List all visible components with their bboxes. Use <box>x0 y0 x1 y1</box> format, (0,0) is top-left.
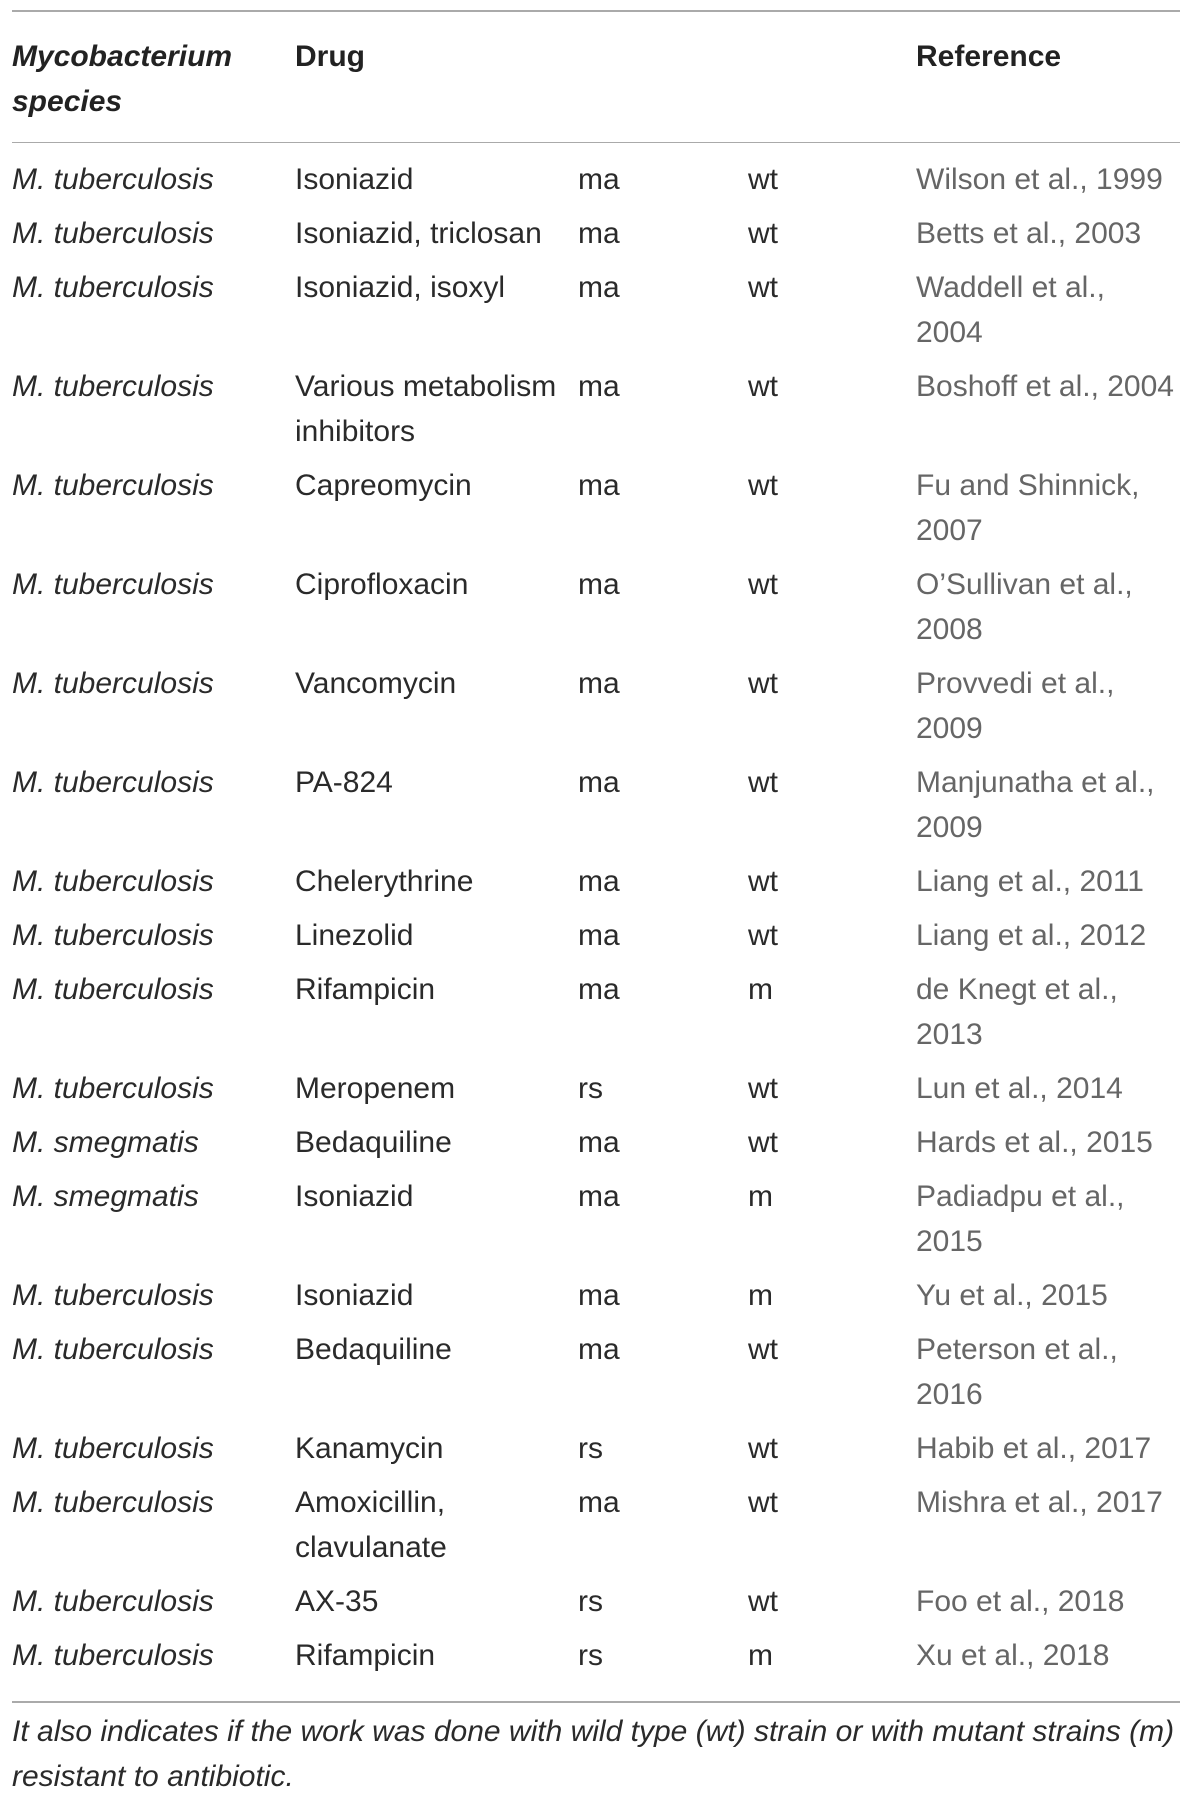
drug-cell: Meropenem <box>295 1072 456 1105</box>
reference-cell: Lun et al., 2014 <box>916 1072 1123 1105</box>
drug-cell: Vancomycin <box>295 667 457 700</box>
drug-cell: Isoniazid <box>295 163 414 196</box>
species-cell: M. tuberculosis <box>12 1432 214 1465</box>
method-cell: rs <box>578 1072 603 1105</box>
method-cell: ma <box>578 1180 620 1213</box>
method-cell: ma <box>578 370 620 403</box>
species-cell: M. tuberculosis <box>12 865 214 898</box>
strain-cell: wt <box>748 469 778 502</box>
strain-cell: m <box>748 1180 773 1213</box>
table-header-row <box>12 34 1180 124</box>
header-divider-rule <box>12 142 1180 144</box>
drug-cell: AX-35 <box>295 1585 379 1618</box>
species-cell: M. smegmatis <box>12 1126 199 1159</box>
drug-cell: Isoniazid, triclosan <box>295 217 542 250</box>
species-cell: M. tuberculosis <box>12 1072 214 1105</box>
species-cell: M. tuberculosis <box>12 1333 214 1366</box>
drug-cell: Bedaquiline <box>295 1333 452 1366</box>
drug-cell: PA-824 <box>295 766 393 799</box>
table-row <box>12 1426 1180 1480</box>
table-row <box>12 859 1180 913</box>
reference-cell: de Knegt et al., 2013 <box>916 973 1118 1051</box>
reference-cell: Xu et al., 2018 <box>916 1639 1110 1672</box>
method-cell: ma <box>578 271 620 304</box>
reference-cell: Manjunatha et al., 2009 <box>916 766 1155 844</box>
species-cell: M. tuberculosis <box>12 568 214 601</box>
strain-cell: m <box>748 1639 773 1672</box>
drug-cell: Isoniazid <box>295 1279 414 1312</box>
table-row <box>12 760 1180 859</box>
table-row <box>12 1066 1180 1120</box>
reference-cell: Betts et al., 2003 <box>916 217 1142 250</box>
reference-cell: Liang et al., 2011 <box>916 865 1144 898</box>
drug-cell: Bedaquiline <box>295 1126 452 1159</box>
species-cell: M. tuberculosis <box>12 469 214 502</box>
method-cell: ma <box>578 973 620 1006</box>
strain-cell: wt <box>748 1432 778 1465</box>
drug-cell: Amoxicillin, clavulanate <box>295 1486 447 1564</box>
table-row <box>12 211 1180 265</box>
table-row <box>12 1174 1180 1273</box>
species-cell: M. tuberculosis <box>12 1585 214 1618</box>
reference-cell: Wilson et al., 1999 <box>916 163 1163 196</box>
strain-cell: wt <box>748 568 778 601</box>
strain-cell: wt <box>748 163 778 196</box>
species-cell: M. tuberculosis <box>12 370 214 403</box>
reference-cell: Habib et al., 2017 <box>916 1432 1152 1465</box>
method-cell: rs <box>578 1639 603 1672</box>
table-row <box>12 1120 1180 1174</box>
method-cell: ma <box>578 667 620 700</box>
method-cell: ma <box>578 568 620 601</box>
strain-cell: wt <box>748 919 778 952</box>
table-top-rule <box>12 10 1180 12</box>
strain-cell: wt <box>748 667 778 700</box>
drug-cell: Various metabolism inhibitors <box>295 370 557 448</box>
header-drug: Drug <box>295 39 365 73</box>
method-cell: ma <box>578 1486 620 1519</box>
reference-cell: Hards et al., 2015 <box>916 1126 1153 1159</box>
header-reference: Reference <box>916 39 1062 73</box>
species-cell: M. tuberculosis <box>12 919 214 952</box>
method-cell: rs <box>578 1432 603 1465</box>
reference-cell: Padiadpu et al., 2015 <box>916 1180 1125 1258</box>
drug-cell: Kanamycin <box>295 1432 444 1465</box>
strain-cell: wt <box>748 1126 778 1159</box>
species-cell: M. tuberculosis <box>12 973 214 1006</box>
method-cell: ma <box>578 865 620 898</box>
method-cell: ma <box>578 1279 620 1312</box>
reference-cell: Provvedi et al., 2009 <box>916 667 1115 745</box>
strain-cell: wt <box>748 370 778 403</box>
header-method <box>578 34 748 124</box>
method-cell: ma <box>578 1126 620 1159</box>
drug-study-table <box>12 34 1180 124</box>
species-cell: M. tuberculosis <box>12 1279 214 1312</box>
strain-cell: wt <box>748 865 778 898</box>
reference-cell: Fu and Shinnick, 2007 <box>916 469 1140 547</box>
table-body <box>12 157 1180 1687</box>
data-table-container <box>12 10 1180 1799</box>
method-cell: ma <box>578 217 620 250</box>
species-cell: M. tuberculosis <box>12 217 214 250</box>
reference-cell: Boshoff et al., 2004 <box>916 370 1174 403</box>
header-strain <box>748 34 916 124</box>
species-cell: M. tuberculosis <box>12 667 214 700</box>
species-cell: M. smegmatis <box>12 1180 199 1213</box>
reference-cell: Waddell et al., 2004 <box>916 271 1105 349</box>
species-cell: M. tuberculosis <box>12 271 214 304</box>
species-cell: M. tuberculosis <box>12 163 214 196</box>
strain-cell: wt <box>748 766 778 799</box>
drug-cell: Ciprofloxacin <box>295 568 469 601</box>
drug-cell: Isoniazid <box>295 1180 414 1213</box>
table-bottom-rule <box>12 1701 1180 1703</box>
species-cell: M. tuberculosis <box>12 1486 214 1519</box>
table-row <box>12 1633 1180 1687</box>
species-cell: M. tuberculosis <box>12 766 214 799</box>
table-row <box>12 967 1180 1066</box>
strain-cell: wt <box>748 217 778 250</box>
table-row <box>12 562 1180 661</box>
method-cell: ma <box>578 766 620 799</box>
method-cell: rs <box>578 1585 603 1618</box>
table-row <box>12 913 1180 967</box>
strain-cell: wt <box>748 1486 778 1519</box>
table-row <box>12 1480 1180 1579</box>
reference-cell: Yu et al., 2015 <box>916 1279 1108 1312</box>
reference-cell: O’Sullivan et al., 2008 <box>916 568 1133 646</box>
reference-cell: Peterson et al., 2016 <box>916 1333 1118 1411</box>
table-row <box>12 1273 1180 1327</box>
reference-cell: Liang et al., 2012 <box>916 919 1147 952</box>
table-row <box>12 1579 1180 1633</box>
table-row <box>12 1327 1180 1426</box>
drug-cell: Linezolid <box>295 919 414 952</box>
table-row <box>12 364 1180 463</box>
table-footnote: It also indicates if the work was done with wild type (wt) strain or with mutant strains (m) resistant to antibiotic. <box>12 1714 1175 1793</box>
table-row <box>12 463 1180 562</box>
strain-cell: wt <box>748 1072 778 1105</box>
strain-cell: wt <box>748 271 778 304</box>
method-cell: ma <box>578 469 620 502</box>
table-row <box>12 157 1180 211</box>
drug-cell: Isoniazid, isoxyl <box>295 271 506 304</box>
drug-study-table-body <box>12 157 1180 1687</box>
table-row <box>12 661 1180 760</box>
reference-cell: Mishra et al., 2017 <box>916 1486 1163 1519</box>
drug-cell: Capreomycin <box>295 469 472 502</box>
table-row <box>12 265 1180 364</box>
reference-cell: Foo et al., 2018 <box>916 1585 1125 1618</box>
drug-cell: Chelerythrine <box>295 865 474 898</box>
strain-cell: wt <box>748 1585 778 1618</box>
strain-cell: wt <box>748 1333 778 1366</box>
strain-cell: m <box>748 973 773 1006</box>
drug-cell: Rifampicin <box>295 973 436 1006</box>
method-cell: ma <box>578 163 620 196</box>
drug-cell: Rifampicin <box>295 1639 436 1672</box>
species-cell: M. tuberculosis <box>12 1639 214 1672</box>
method-cell: ma <box>578 1333 620 1366</box>
method-cell: ma <box>578 919 620 952</box>
header-species: Mycobacterium species <box>12 39 233 118</box>
strain-cell: m <box>748 1279 773 1312</box>
